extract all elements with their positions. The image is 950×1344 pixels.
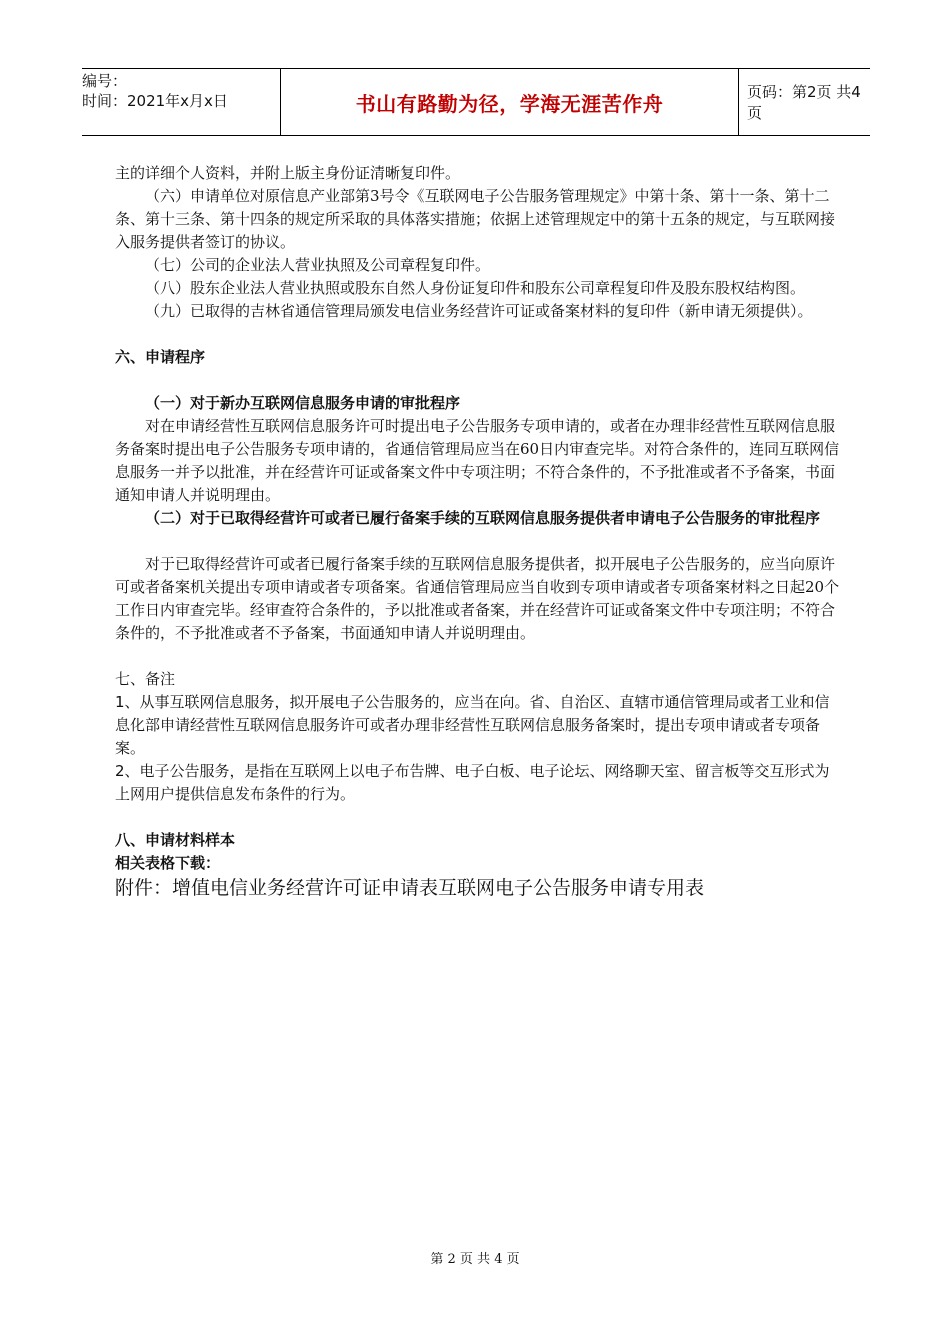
header-motto-cell: [281, 69, 739, 135]
section-heading: 七、备注: [115, 670, 176, 688]
attachment-text: 附件：增值电信业务经营许可证申请表互联网电子公告服务申请专用表: [115, 877, 705, 899]
document-body: [115, 162, 840, 901]
document-number-label: 编号：: [82, 72, 128, 90]
header-meta: [82, 69, 281, 135]
header-motto: 书山有路勤为径，学海无涯苦作舟: [355, 91, 664, 116]
section-heading: 八、申请材料样本: [115, 831, 236, 849]
paragraph: 对于已取得经营许可或者已履行备案手续的互联网信息服务提供者，拟开展电子公告服务的，应当向原许可或者备案机关提出专项申请或者专项备案。省通信管理局应当自收到专项申请或者专项备案材料之日起20个工作日内审查完毕。经审查符合条件的，予以批准或者备案，并在经营许可证或备案文件中专项注明；不符合条件的，不予批准或者不予备案，书面通知申请人并说明理由。: [115, 555, 840, 642]
subsection-heading: （二）对于已取得经营许可或者已履行备案手续的互联网信息服务提供者申请电子公告服务的审批程序: [145, 509, 821, 527]
paragraph: （六）申请单位对原信息产业部第3号令《互联网电子公告服务管理规定》中第十条、第十一条、第十二条、第十三条、第十四条的规定所采取的具体落实措施；依据上述管理规定中的第十五条的规定，与互联网接入服务提供者签订的协议。: [115, 187, 836, 251]
header-page-info: 页码：第2页 共4页: [747, 83, 861, 122]
paragraph: （九）已取得的吉林省通信管理局颁发电信业务经营许可证或备案材料的复印件（新申请无须提供）。: [145, 302, 813, 320]
page-header: [82, 68, 870, 136]
note-item: 2、电子公告服务，是指在互联网上以电子布告牌、电子白板、电子论坛、网络聊天室、留言板等交互形式为上网用户提供信息发布条件的行为。: [115, 762, 830, 803]
note-item: 1、从事互联网信息服务，拟开展电子公告服务的，应当在向。省、自治区、直辖市通信管理局或者工业和信息化部申请经营性互联网信息服务许可或者办理非经营性互联网信息服务备案时，提出专项申请或者专项备案。: [115, 693, 830, 757]
paragraph: （七）公司的企业法人营业执照及公司章程复印件。: [145, 256, 491, 274]
paragraph: 主的详细个人资料，并附上版主身份证清晰复印件。: [115, 164, 461, 182]
paragraph: 对在申请经营性互联网信息服务许可时提出电子公告服务专项申请的，或者在办理非经营性互联网信息服务备案时提出电子公告服务专项申请的，省通信管理局应当在60日内审查完毕。对符合条件的，连同互联网信息服务一并予以批准，并在经营许可证或备案文件中专项注明；不符合条件的，不予批准或者不予备案，书面通知申请人并说明理由。: [115, 417, 840, 504]
download-label: 相关表格下载：: [115, 854, 221, 872]
section-heading: 六、申请程序: [115, 348, 206, 366]
page-footer: 第 2 页 共 4 页: [430, 1252, 520, 1267]
document-time-label: 时间：2021年x月x日: [82, 92, 228, 110]
paragraph: （八）股东企业法人营业执照或股东自然人身份证复印件和股东公司章程复印件及股东股权结构图。: [145, 279, 806, 297]
subsection-heading: （一）对于新办互联网信息服务申请的审批程序: [145, 394, 461, 412]
